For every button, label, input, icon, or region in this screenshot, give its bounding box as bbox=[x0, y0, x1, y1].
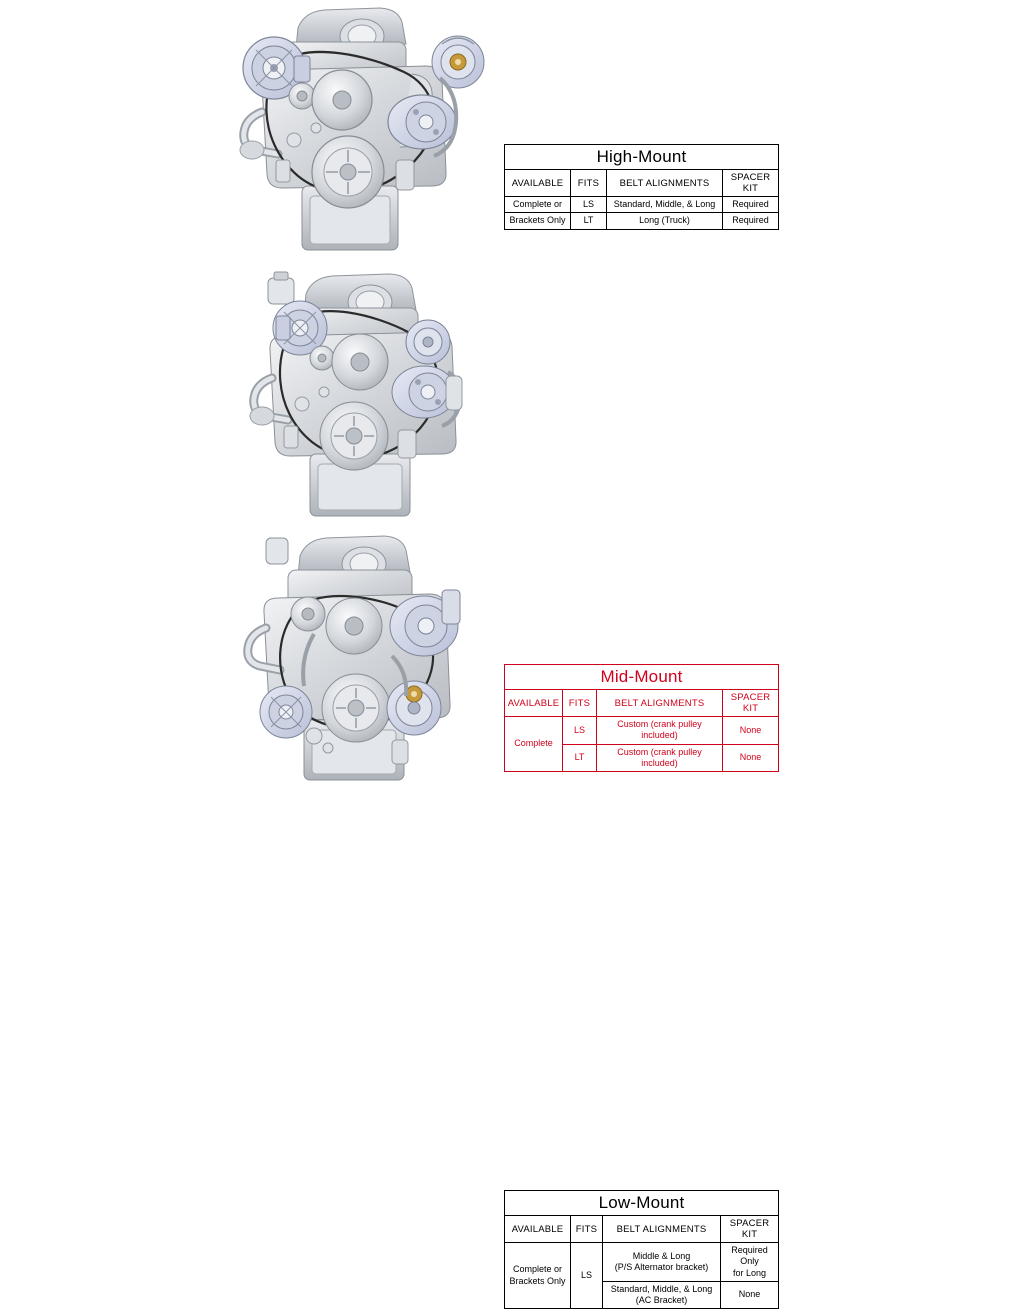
cell-spacer-kit: None bbox=[721, 1281, 779, 1309]
engine-illustration-mid-icon bbox=[202, 264, 522, 528]
cell-fits: LT bbox=[563, 744, 597, 772]
column-header-spacer-kit: SPACER KIT bbox=[723, 170, 779, 197]
cell-belt-alignments bbox=[603, 1281, 721, 1309]
table-title-high-mount: High-Mount bbox=[505, 145, 779, 170]
section-high-mount bbox=[0, 0, 1024, 264]
table-header-row bbox=[505, 1216, 779, 1243]
cell-available: Complete or bbox=[505, 197, 571, 213]
spec-table-low-mount bbox=[504, 1190, 779, 1309]
cell-belt-alignments bbox=[603, 1243, 721, 1282]
engine-illustration-low-icon bbox=[196, 528, 516, 792]
table-row bbox=[505, 197, 779, 213]
column-header-fits: FITS bbox=[571, 170, 607, 197]
table-title-mid-mount: Mid-Mount bbox=[505, 665, 779, 690]
column-header-belt-alignments: BELT ALIGNMENTS bbox=[607, 170, 723, 197]
cell-belt-alignments: Standard, Middle, & Long bbox=[607, 197, 723, 213]
cell-fits: LS bbox=[563, 717, 597, 745]
engine-illustration-high-icon bbox=[190, 0, 510, 264]
column-header-available: AVAILABLE bbox=[505, 170, 571, 197]
column-header-available: AVAILABLE bbox=[505, 1216, 571, 1243]
cell-belt-line1: Standard, Middle, & Long bbox=[610, 1283, 713, 1294]
cell-fits: LS bbox=[571, 197, 607, 213]
section-mid-mount bbox=[0, 264, 1024, 768]
cell-belt-line2: (P/S Alternator bracket) bbox=[614, 1261, 709, 1272]
cell-fits: LT bbox=[571, 213, 607, 229]
column-header-available: AVAILABLE bbox=[505, 690, 563, 717]
table-title-row bbox=[505, 145, 779, 170]
table-header-row bbox=[505, 170, 779, 197]
column-header-spacer-kit: SPACER KIT bbox=[721, 1216, 779, 1243]
cell-belt-line2: (AC Bracket) bbox=[635, 1295, 688, 1305]
column-header-fits: FITS bbox=[571, 1216, 603, 1243]
column-header-belt-alignments: BELT ALIGNMENTS bbox=[603, 1216, 721, 1243]
spec-table-high-mount bbox=[504, 144, 779, 230]
table-title-low-mount: Low-Mount bbox=[505, 1191, 779, 1216]
cell-available-line1: Complete or bbox=[512, 1264, 563, 1275]
cell-spacer-line1: Required Only bbox=[731, 1245, 768, 1267]
cell-available: Brackets Only bbox=[505, 213, 571, 229]
engine-diagram-low-mount bbox=[196, 528, 516, 792]
cell-spacer-kit: None bbox=[723, 744, 779, 772]
table-row bbox=[505, 1243, 779, 1282]
cell-available bbox=[505, 1243, 571, 1309]
engine-diagram-mid-mount bbox=[202, 264, 522, 528]
cell-available-line2: Brackets Only bbox=[509, 1275, 566, 1286]
cell-belt-line1: Middle & Long bbox=[632, 1250, 691, 1261]
column-header-spacer-kit: SPACER KIT bbox=[723, 690, 779, 717]
section-low-mount bbox=[0, 528, 1024, 1305]
cell-spacer-kit: None bbox=[723, 717, 779, 745]
cell-available: Complete bbox=[505, 717, 563, 772]
cell-belt-alignments: Custom (crank pulley included) bbox=[597, 717, 723, 745]
engine-diagram-high-mount bbox=[190, 0, 510, 264]
cell-belt-alignments: Custom (crank pulley included) bbox=[597, 744, 723, 772]
cell-spacer-kit: Required bbox=[723, 197, 779, 213]
cell-spacer-kit bbox=[721, 1243, 779, 1282]
column-header-fits: FITS bbox=[563, 690, 597, 717]
cell-spacer-kit: Required bbox=[723, 213, 779, 229]
cell-spacer-line2: for Long bbox=[733, 1267, 767, 1278]
table-row bbox=[505, 213, 779, 229]
column-header-belt-alignments: BELT ALIGNMENTS bbox=[597, 690, 723, 717]
cell-fits: LS bbox=[571, 1243, 603, 1309]
cell-belt-alignments: Long (Truck) bbox=[607, 213, 723, 229]
table-title-row bbox=[505, 1191, 779, 1216]
